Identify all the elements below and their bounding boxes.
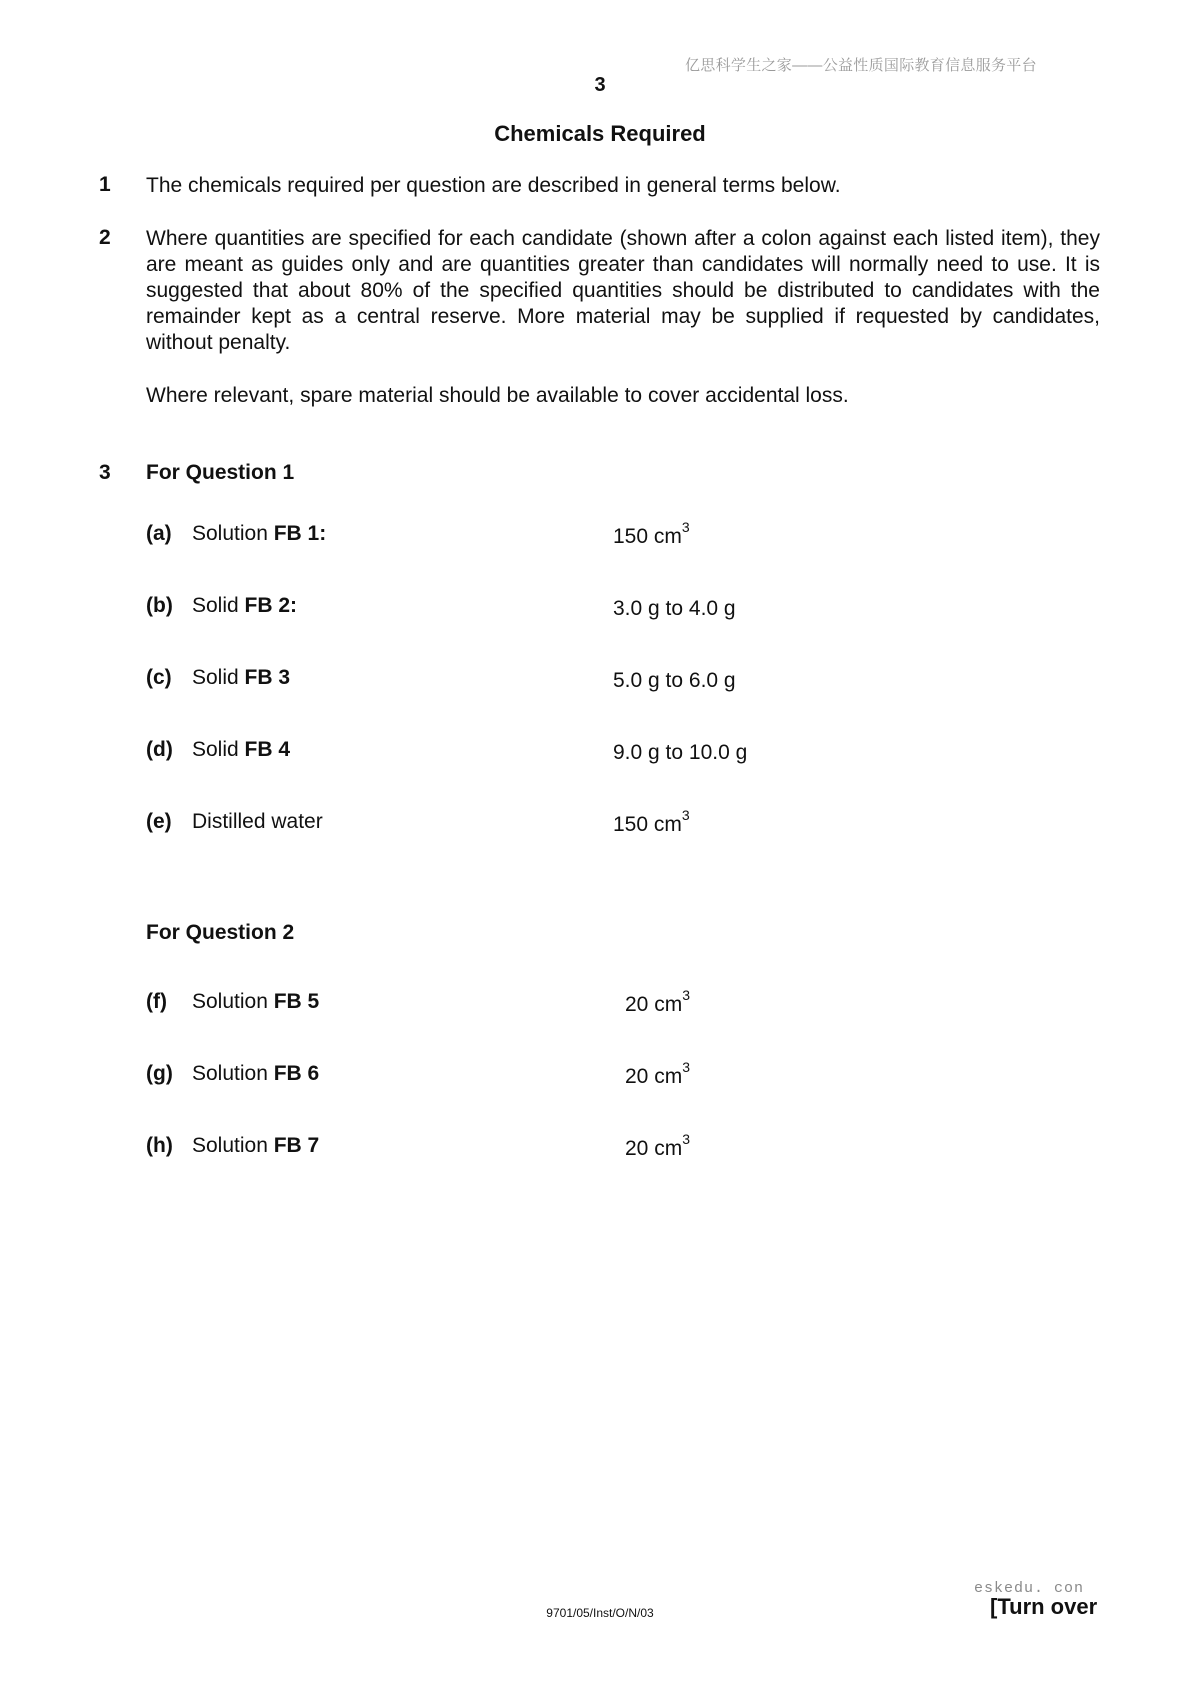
item-label: (d): [146, 738, 173, 761]
item-name: Solid FB 3: [192, 666, 291, 689]
item-label: (c): [146, 666, 172, 689]
item-label: (f): [146, 990, 167, 1013]
item-label: (a): [146, 522, 172, 545]
question-2-heading: For Question 2: [146, 921, 295, 944]
item-name: Solid FB 4: [192, 738, 291, 761]
paragraph-text: The chemicals required per question are described in general terms below.: [146, 174, 841, 197]
question-1-heading: For Question 1: [146, 461, 295, 484]
watermark-bottom: eskedu. con: [974, 1580, 1085, 1597]
item-quantity: 5.0 g to 6.0 g: [613, 669, 736, 692]
paragraph-text: Where relevant, spare material should be available to cover accidental loss.: [146, 384, 849, 407]
item-name: Solution FB 5: [192, 990, 320, 1013]
item-label: (e): [146, 810, 172, 833]
item-name: Distilled water: [192, 810, 323, 833]
item-label: (g): [146, 1062, 173, 1085]
item-quantity: 150 $cm^3$: [613, 519, 690, 548]
item-label: (h): [146, 1134, 173, 1157]
document-code: 9701/05/Inst/O/N/03: [546, 1606, 654, 1620]
chemical-item: [146, 666, 846, 696]
chemical-item: [146, 1059, 846, 1092]
item-name: Solid FB 2:: [192, 594, 298, 617]
chemical-item: [146, 1131, 846, 1164]
item-name: Solution FB 7: [192, 1134, 320, 1157]
page-number: 3: [594, 74, 606, 96]
item-quantity: 20 $cm^3$: [625, 987, 690, 1016]
chemical-item: [146, 807, 846, 840]
item-quantity: 3.0 g to 4.0 g: [613, 597, 736, 620]
paragraph-number: 1: [99, 173, 111, 196]
item-quantity: 150 $cm^3$: [613, 807, 690, 836]
chemical-item: [146, 594, 846, 624]
item-quantity: 20 $cm^3$: [625, 1059, 690, 1088]
item-quantity: 20 $cm^3$: [625, 1131, 690, 1160]
section-number: 3: [99, 461, 111, 484]
page-title: Chemicals Required: [494, 121, 706, 146]
item-name: Solution FB 1:: [192, 522, 327, 545]
paragraph-number: 2: [99, 226, 111, 249]
item-quantity: 9.0 g to 10.0 g: [613, 741, 748, 764]
turn-over-label: [Turn over: [990, 1594, 1098, 1619]
watermark-top: 亿思科学生之家——公益性质国际教育信息服务平台: [685, 57, 1037, 74]
paragraph-text: Where quantities are specified for each candidate (shown after a colon against each listed item), they are meant as guides only and are quantities greater than candidates will normally need to use. It is suggested that about 80% of the specified quantities should be distributed to candidates with the remainder kept as a central reserve. More material may be supplied if requested by candidates, without penalty.: [146, 227, 1100, 354]
item-name: Solution FB 6: [192, 1062, 320, 1085]
chemical-item: [146, 519, 846, 552]
chemical-item: [146, 987, 846, 1020]
chemical-item: [146, 738, 846, 768]
item-label: (b): [146, 594, 173, 617]
